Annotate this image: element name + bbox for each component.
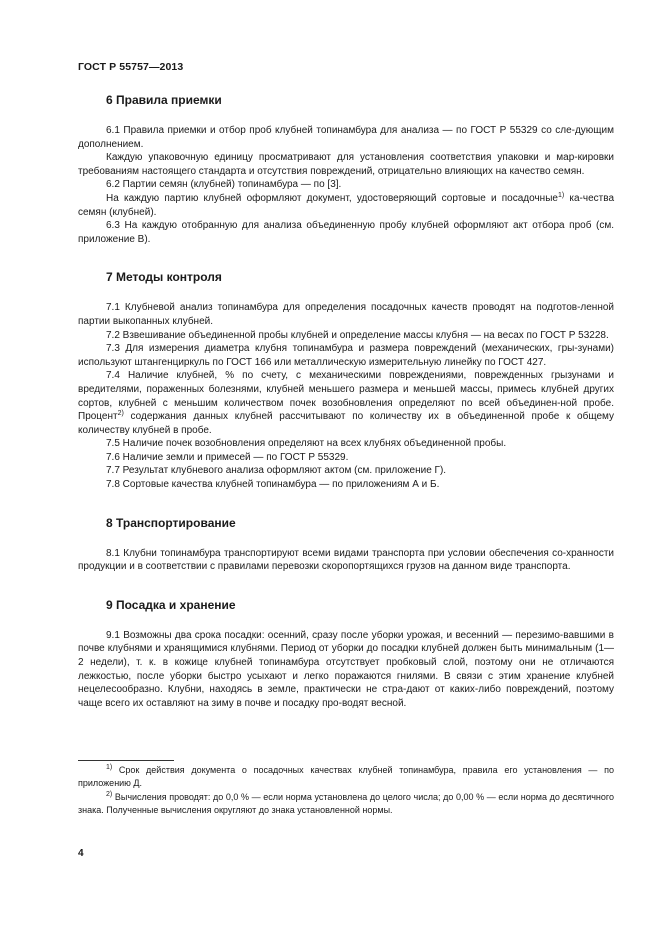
paragraph-7-6: 7.6 Наличие земли и примесей — по ГОСТ Р 55329. [106,451,349,463]
paragraph-7-1: 7.1 Клубневой анализ топинамбура для определения посадочных качеств проводят на подготов-ленной партии выкопанных клубней. [78,302,614,327]
paragraph-7-4-text: 7.4 Наличие клубней, % по счету, с механическими повреждениями, поврежденных грызунами и вредителями, пораженных болезнями, клубней меньшего размера и меньшей массы, примесь клубней других сортов, клубней с меньшим количеством почек возобновления определяют по всей объединен-ной пробе. Процент [78,370,614,423]
paragraph-7-4 [78,369,614,437]
page-number: 4 [78,848,84,859]
section-title-8: 8 Транспортирование [106,515,236,530]
paragraph-8-1: 8.1 Клубни топинамбура транспортируют всеми видами транспорта при условии обеспечения со-хранности продукции и в соответствии с правилами перевозки скоропортящихся грузов на данном виде транспорта. [78,547,614,573]
footnote-2 [78,791,614,816]
paragraph-7-3: 7.3 Для измерения диаметра клубня топинамбура и размера повреждений (механических, гры-зунами) используют штангенциркуль по ГОСТ 166 или металлическую измерительную линейку по ГОСТ 427. [78,343,614,368]
paragraph-7-8: 7.8 Сортовые качества клубней топинамбура — по приложениям А и Б. [106,479,440,491]
paragraph-6-1-addition: Каждую упаковочную единицу просматривают для установления соответствия упаковки и мар-кировки требованиям настоящего стандарта и отсутствия повреждений, отрицательно влияющих на качество семян. [78,152,614,177]
standard-code-header: ГОСТ Р 55757—2013 [78,61,184,73]
section-title-6: 6 Правила приемки [106,93,222,107]
footnote-mark-1: 1) [106,764,113,771]
footnote-text-2: Вычисления проводят: до 0,0 % — если норма установлена до целого числа; до 0,00 % — если норма до десятичного знака. Полученные вычисления округляют до знака установленной нормы. [78,792,614,815]
paragraph-6-2-document-tail: ка-чества семян (клубней). [78,192,615,218]
paragraph-7-2: 7.2 Взвешивание объединенной пробы клубней и определение массы клубня — на весах по ГОСТ Р 53228. [106,329,609,341]
footnote-ref-1: 1) [557,191,565,199]
paragraph-6-2-document [78,192,614,219]
footnotes [78,764,614,818]
section-title-9: 9 Посадка и хранение [106,597,236,612]
paragraph-9-1: 9.1 Возможны два срока посадки: осенний, сразу после уборки урожая, и весенний — перезимо-вавшими в почве клубнями и хранящимися клубнями. Период от уборки до посадки клубней должен быть минимальным (1—2 недели), т. к. в кожице клубней топинамбура отсутствует пробковый слой, поэтому они не отличаются лежкостью, после уборки быстро усыхают и легко поражаются гнилями. В связи с этим хранение клубней нецелесообразно. Клубни, находясь в земле, практически не стра-дают от каких-либо повреждений, поэтому чаще всего их оставляют на зиму в почве и посадку про-водят весной. [78,629,614,709]
paragraph-6-2: 6.2 Партии семян (клубней) топинамбура — по [3]. [106,179,342,191]
footnote-separator [78,760,174,761]
footnote-text-1: Срок действия документа о посадочных качествах клубней топинамбура, правила его установления — по приложению Д. [78,765,614,788]
paragraph-6-1: 6.1 Правила приемки и отбор проб клубней топинамбура для анализа — по ГОСТ Р 55329 со сле-дующим дополнением. [78,125,614,150]
paragraph-6-3: 6.3 На каждую отобранную для анализа объединенную пробу клубней оформляют акт отбора проб (см. приложение В). [78,220,614,245]
section-title-7: 7 Методы контроля [106,270,222,285]
footnote-ref-2: 2) [117,410,124,418]
footnote-1 [78,764,614,789]
paragraph-7-5: 7.5 Наличие почек возобновления определяют на всех клубнях объединенной пробы. [106,438,507,450]
paragraph-7-4-tail: содержания данных клубней рассчитывают по количеству их в объединенной пробе к общему количеству клубней в пробе. [78,411,614,436]
paragraph-6-2-document-text: На каждую партию клубней оформляют документ, удостоверяющий сортовые и посадочные [106,192,558,204]
paragraph-7-7: 7.7 Результат клубневого анализа оформляют актом (см. приложение Г). [106,465,447,477]
footnote-mark-2: 2) [106,791,113,798]
document-body [78,93,614,710]
